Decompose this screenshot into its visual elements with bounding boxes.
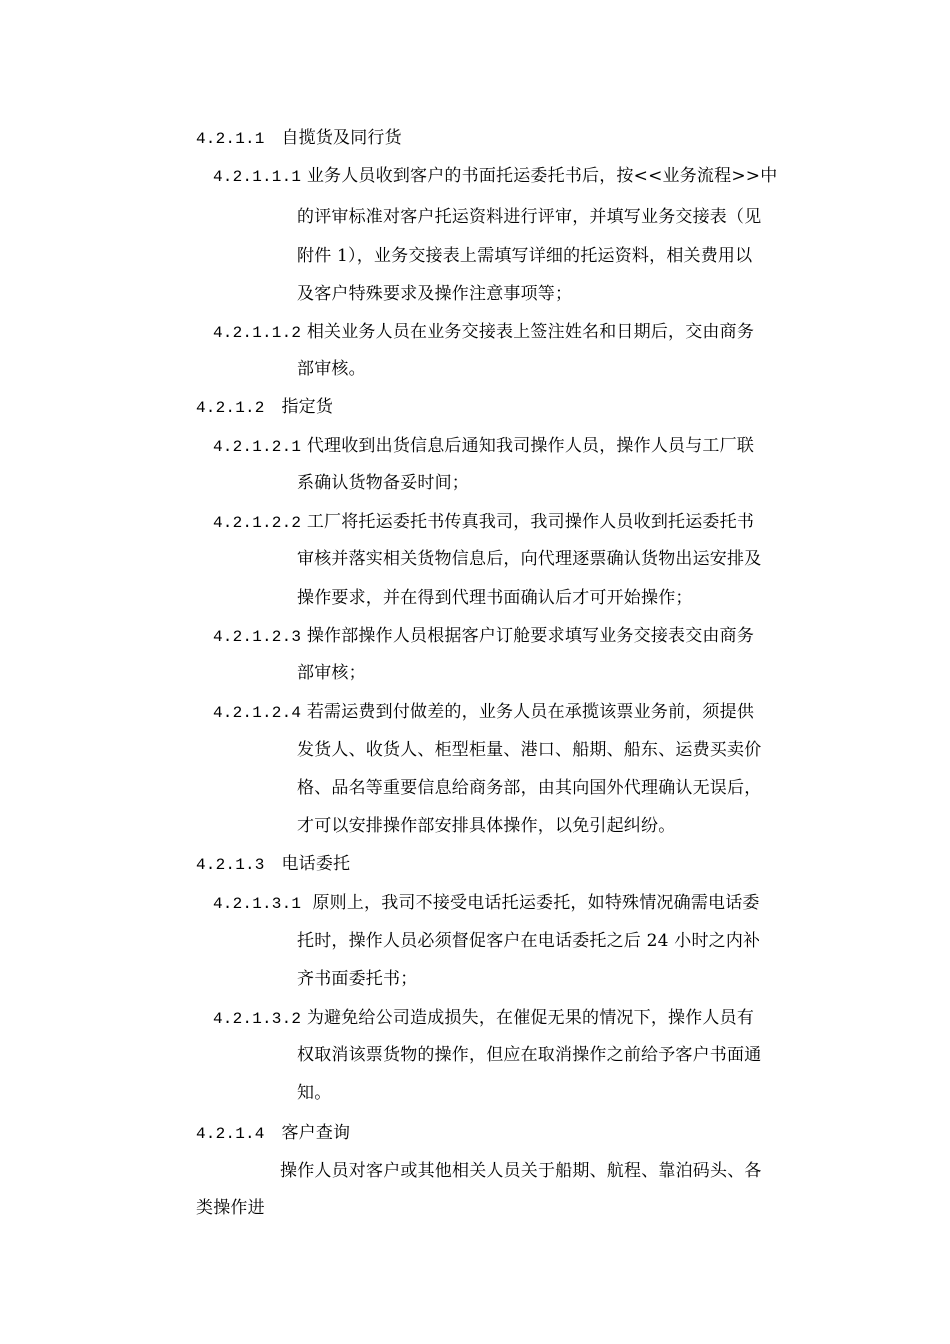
clause-line: 审核并落实相关货物信息后，向代理逐票确认货物出运安排及 (297, 549, 762, 569)
clause-text: 原则上，我司不接受电话托运委托，如特殊情况确需电话委 (312, 893, 760, 913)
clause-line: 部审核。 (297, 359, 366, 379)
clause-first-line (213, 1007, 754, 1030)
section-number: 4.2.1.4 (196, 1125, 265, 1143)
clause-number: 4.2.1.3.2 (213, 1010, 302, 1028)
clause-first-line (213, 435, 754, 458)
clause-line: 的评审标准对客户托运资料进行评审，并填写业务交接表（见 (297, 207, 762, 227)
clause-number: 4.2.1.2.4 (213, 704, 302, 722)
section-number: 4.2.1.3 (196, 856, 265, 874)
clause-line: 齐书面委托书； (297, 969, 418, 989)
clause-text: 工厂将托运委托书传真我司，我司操作人员收到托运委托书 (306, 512, 755, 532)
clause-line: 系确认货物备妥时间； (297, 473, 469, 493)
clause-line: 部审核； (297, 663, 366, 683)
section-title: 指定货 (281, 397, 334, 417)
paragraph-line: 类操作进 (196, 1198, 265, 1218)
section-title: 自揽货及同行货 (281, 128, 402, 148)
section-title: 客户查询 (281, 1123, 351, 1143)
clause-first-line (213, 892, 760, 915)
section-heading (196, 853, 350, 876)
clause-number: 4.2.1.1.1 (213, 168, 302, 186)
clause-first-line (213, 625, 754, 648)
section-heading (196, 396, 333, 419)
clause-first-line (213, 321, 754, 344)
clause-number: 4.2.1.2.2 (213, 514, 302, 532)
clause-line: 发货人、收货人、柜型柜量、港口、船期、船东、运费买卖价 (297, 740, 762, 760)
clause-number: 4.2.1.2.3 (213, 628, 302, 646)
clause-line: 知。 (297, 1083, 332, 1103)
clause-first-line (213, 165, 777, 188)
paragraph-line: 操作人员对客户或其他相关人员关于船期、航程、靠泊码头、各 (280, 1161, 762, 1181)
section-heading (196, 1122, 350, 1145)
clause-line: 及客户特殊要求及操作注意事项等； (297, 284, 573, 304)
section-number: 4.2.1.1 (196, 130, 265, 148)
clause-text: 代理收到出货信息后通知我司操作人员，操作人员与工厂联 (306, 436, 755, 456)
clause-line: 托时，操作人员必须督促客户在电话委托之后 24 小时之内补 (297, 931, 761, 951)
clause-line: 权取消该票货物的操作，但应在取消操作之前给予客户书面通 (297, 1045, 762, 1065)
clause-text: 相关业务人员在业务交接表上签注姓名和日期后，交由商务 (306, 322, 755, 342)
section-number: 4.2.1.2 (196, 399, 265, 417)
clause-number: 4.2.1.1.2 (213, 324, 302, 342)
clause-line: 才可以安排操作部安排具体操作，以免引起纠纷。 (297, 816, 676, 836)
clause-number: 4.2.1.2.1 (213, 438, 302, 456)
clause-text: 操作部操作人员根据客户订舱要求填写业务交接表交由商务 (306, 626, 755, 646)
clause-text: 若需运费到付做差的，业务人员在承揽该票业务前，须提供 (306, 702, 755, 722)
clause-line: 附件 1），业务交接表上需填写详细的托运资料，相关费用以 (297, 246, 753, 266)
section-heading (196, 127, 402, 150)
clause-first-line (213, 511, 754, 534)
clause-first-line (213, 701, 754, 724)
section-title: 电话委托 (281, 854, 351, 874)
clause-line: 操作要求，并在得到代理书面确认后才可开始操作； (297, 588, 693, 608)
clause-text: 业务人员收到客户的书面托运委托书后，按<<业务流程>>中 (306, 166, 778, 186)
clause-line: 格、品名等重要信息给商务部，由其向国外代理确认无误后， (297, 778, 762, 798)
clause-number: 4.2.1.3.1 (213, 895, 302, 913)
clause-text: 为避免给公司造成损失，在催促无果的情况下，操作人员有 (306, 1008, 755, 1028)
